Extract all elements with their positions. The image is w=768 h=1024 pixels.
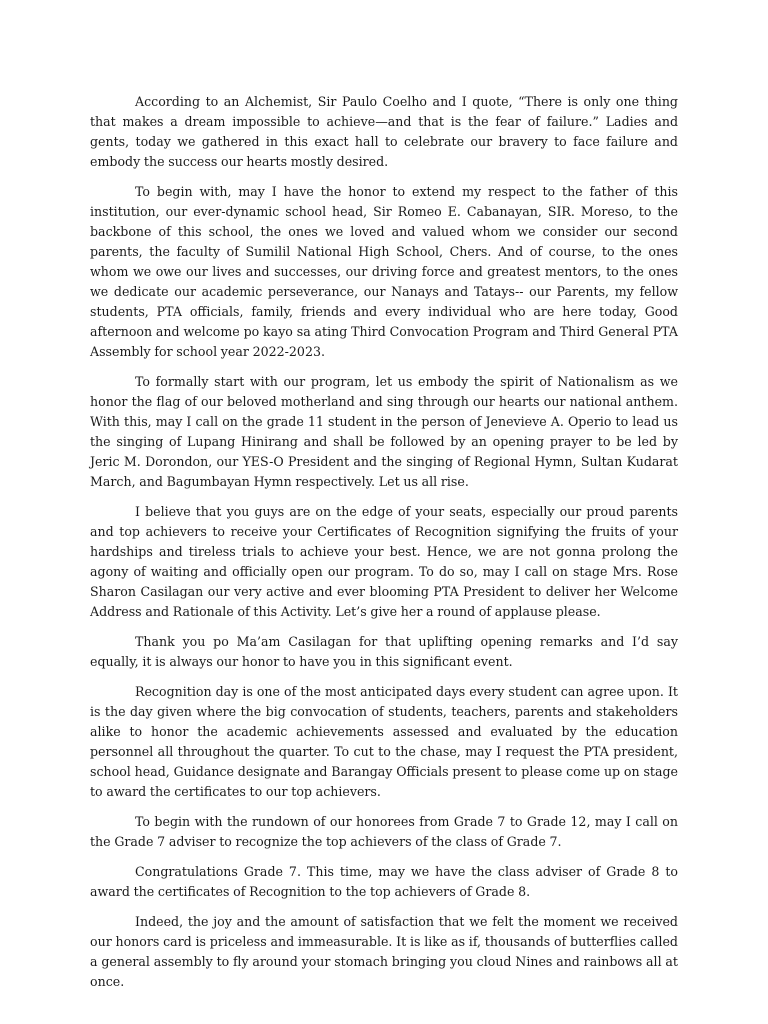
document-page [90,92,678,1002]
paragraph-greetings: To begin with, may I have the honor to extend my respect to the father of this institution, our ever-dynamic school head, Sir Romeo E. Cabanayan, SIR. Moreso, to the backbone of this school, the ones we loved and valued whom we consider our second parents, the faculty of Sumilil National High School, Chers. And of course, to the ones whom we owe our lives and successes, our driving force and greatest mentors, to the ones we dedicate our academic perseverance, our Nanays and Tatays-- our Parents, my fellow students, PTA officials, family, friends and every individual who are here today, Good afternoon and welcome po kayo sa ating Third Convocation Program and Third General PTA Assembly for school year 2022-2023. [90,184,678,359]
paragraph-welcome-address: I believe that you guys are on the edge of your seats, especially our proud parents and top achievers to receive your Certificates of Recognition signifying the fruits of your hardships and tireless trials to achieve your best. Hence, we are not gonna prolong the agony of waiting and officially open our program. To do so, may I call on stage Mrs. Rose Sharon Casilagan our very active and ever blooming PTA President to deliver her Welcome Address and Rationale of this Activity. Let’s give her a round of applause please. [90,504,678,619]
paragraph-recognition-day: Recognition day is one of the most anticipated days every student can agree upon. It is the day given where the big convocation of students, teachers, parents and stakeholders alike to honor the academic achievements assessed and evaluated by the education personnel all throughout the quarter. To cut to the chase, may I request the PTA president, school head, Guidance designate and Barangay Officials present to please come up on stage to award the certificates to our top achievers. [90,684,678,799]
paragraph-thank-you: Thank you po Ma’am Casilagan for that uplifting opening remarks and I’d say equally, it is always our honor to have you in this significant event. [90,634,678,669]
paragraph-quote: According to an Alchemist, Sir Paulo Coelho and I quote, “There is only one thing that makes a dream impossible to achieve—and that is the fear of failure.” Ladies and gents, today we gathered in this exact hall to celebrate our bravery to face failure and embody the success our hearts mostly desired. [90,94,678,169]
paragraph-grade-7: To begin with the rundown of our honorees from Grade 7 to Grade 12, may I call on the Grade 7 adviser to recognize the top achievers of the class of Grade 7. [90,814,678,849]
paragraph-joy: Indeed, the joy and the amount of satisfaction that we felt the moment we received our honors card is priceless and immeasurable. It is like as if, thousands of butterflies called a general assembly to fly around your stomach bringing you cloud Nines and rainbows all at once. [90,914,678,989]
paragraph-national-anthem: To formally start with our program, let us embody the spirit of Nationalism as we honor the flag of our beloved motherland and sing through our hearts our national anthem. With this, may I call on the grade 11 student in the person of Jenevieve A. Operio to lead us the singing of Lupang Hinirang and shall be followed by an opening prayer to be led by Jeric M. Dorondon, our YES-O President and the singing of Regional Hymn, Sultan Kudarat March, and Bagumbayan Hymn respectively. Let us all rise. [90,374,678,489]
paragraph-grade-8: Congratulations Grade 7. This time, may we have the class adviser of Grade 8 to award the certificates of Recognition to the top achievers of Grade 8. [90,864,678,899]
